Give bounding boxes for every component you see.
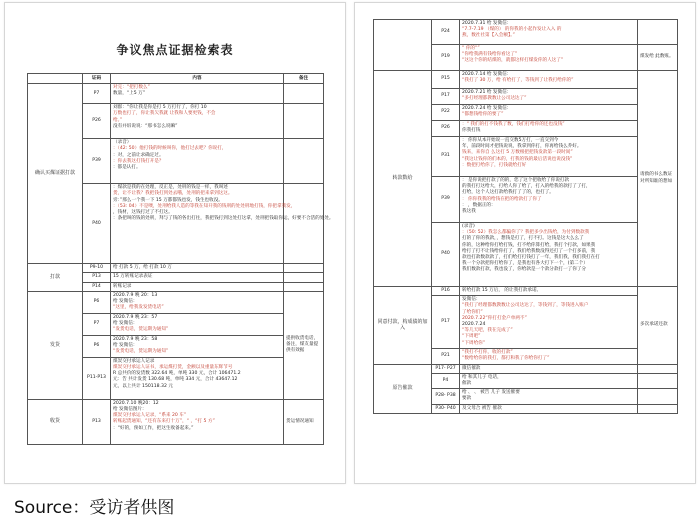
- evidence-table-left: [27, 73, 334, 445]
- evidence-code: P31: [432, 137, 460, 177]
- evidence-code: P19: [432, 45, 460, 71]
- content-line: ：你去我这打钱打开是？: [113, 158, 164, 164]
- evidence-code: P4: [432, 373, 460, 388]
- content-line: “下周吧”: [462, 334, 481, 340]
- evidence-code: P28- P38: [432, 389, 460, 404]
- content-line: 给打了打不让钱给你打了，我们给我数没得还打了一个打多前，我: [462, 248, 596, 254]
- remark-cell: [638, 364, 678, 373]
- evidence-code: P24: [432, 20, 460, 45]
- content-line: ：数把打给你了，打钱就给打好: [462, 162, 527, 168]
- content-line: 2020.7.24: [462, 321, 486, 327]
- evidence-code: P39: [432, 177, 460, 223]
- content-line: 转给打款 15 万后， 的让我打款承诺。: [462, 288, 542, 293]
- content-line: 打的了你的我款，，想钱是打了，打不打。这钱是这大么么了: [462, 236, 584, 242]
- evidence-code: P6: [83, 291, 111, 313]
- content-line: 旁：”那么一个我一下 15 万都都钱也发，钱生也收没。: [113, 197, 223, 203]
- remark-cell: 煤发给 此数账。: [638, 45, 678, 71]
- table-row: [28, 84, 324, 104]
- content-line: ： ，数据正的：: [462, 202, 496, 208]
- evidence-code: P17: [432, 89, 460, 105]
- content-line: 及父母合 被告 催款: [462, 405, 502, 411]
- content-line: ：对，之前让求确定过。: [113, 152, 164, 158]
- content-cell: [460, 89, 638, 105]
- remark-cell: 货运情况通知: [284, 399, 324, 444]
- table-row: [28, 264, 324, 273]
- table-row: [28, 291, 324, 313]
- content-line: 给 、 、 被告 儿子 发送催要: [462, 390, 520, 396]
- header-content: 内容: [111, 74, 284, 84]
- header-blank: [28, 74, 83, 84]
- content-line: ：“好的，预如工作，把这生收备起来。”: [113, 425, 194, 431]
- content-cell: [111, 335, 284, 357]
- content-line: ： 你你我我的给钱在把的给款打了你了: [462, 196, 542, 202]
- content-line: 我一个分款把你打给你了，是我也有各大打下一个，(第二个）: [462, 261, 588, 267]
- content-line: R 总共价的发货数 322.64 吨，单吨 330 元，合计 106471.2: [113, 371, 241, 377]
- evidence-code: P16: [432, 287, 460, 296]
- content-line: 给 发微信：: [113, 320, 138, 326]
- content-cell: [460, 71, 638, 89]
- header-code: 证码: [83, 74, 111, 84]
- remark-cell: [284, 184, 324, 264]
- content-line: “ 你的“”: [462, 46, 480, 51]
- content-line: “多打经理都教数让公司达达了”: [462, 96, 527, 102]
- content-line: “我打了 30 万，给 有给打了，等钱到了让我打给你的”: [462, 78, 574, 84]
- table-row: [374, 20, 678, 45]
- content-line: 给 和其儿子 电话，: [462, 374, 502, 380]
- content-cell: [111, 104, 284, 139]
- remark-cell: 请救的书么数证对所知谁的想如: [638, 71, 678, 287]
- remark-cell: [638, 20, 678, 45]
- remark-cell: 提供收货电话，备注，煤友量提供有效据: [284, 291, 324, 399]
- content-cell: [460, 121, 638, 137]
- content-line: “这这个你的结煤的，就都这样打煤发你的人这了”: [462, 58, 564, 64]
- evidence-code: P39: [83, 139, 111, 184]
- content-cell: [111, 273, 284, 282]
- content-line: 打给，这个人这打款给我打了了的，也打了。: [462, 190, 554, 196]
- content-line: 2020.7.9 晚 20：13: [113, 292, 158, 298]
- content-line: 2020.7.31 给 发微信：: [462, 21, 512, 26]
- remark-cell: [284, 282, 324, 291]
- category-cell: 打款: [28, 264, 83, 292]
- content-line: 万数也打了，你让我欠我就 让我和人要更钱，不会: [113, 111, 216, 117]
- content-line: ：煤款是我的在处理，反正是，处刑的钱是一样，我叫述: [113, 185, 228, 191]
- content-line: “这里，给我发发货电话”: [113, 305, 164, 311]
- evidence-code: P13: [83, 273, 111, 282]
- content-line: ： 你你从本开始说一直交数5万打，一直交到今: [462, 138, 559, 143]
- content-line: （录音）: [113, 140, 132, 146]
- content-cell: [460, 177, 638, 223]
- content-cell: [460, 223, 638, 287]
- document-title: 争议焦点证据检索表: [116, 43, 234, 57]
- content-cell: [460, 364, 638, 373]
- content-line: 煤炭交付承运人证书，承运煤打货，金额以及重量东辉节号: [113, 364, 233, 370]
- remark-cell: [638, 389, 678, 404]
- content-cell: [111, 291, 284, 313]
- table-row: [374, 287, 678, 296]
- content-line: 2020.7.22“你打打金户单两不”: [462, 315, 527, 321]
- remark-cell: [284, 273, 324, 282]
- content-line: 给 发微信：: [113, 298, 138, 304]
- evidence-code: P13: [83, 399, 111, 444]
- table-row: [28, 399, 324, 444]
- table-row: [374, 71, 678, 89]
- content-line: 要款: [462, 396, 472, 402]
- evidence-code: P40: [83, 184, 111, 264]
- content-cell: [460, 389, 638, 404]
- remark-cell: [638, 404, 678, 413]
- content-line: 刘群：“你让我是你是打 5 万打行了，你打 10: [113, 105, 207, 111]
- content-line: 转账起货通知，“还有东来打十万”，“ ，“打 5 方”: [113, 419, 215, 425]
- content-line: ：都是认打。: [113, 164, 141, 170]
- category-cell: 转款数给: [374, 71, 432, 287]
- content-line: 转账记录: [113, 283, 132, 289]
- header-remark: 备注: [284, 74, 324, 84]
- content-line: 的我打打这给大，打给人你了给了，打入的给我的款打了了打，: [462, 184, 591, 190]
- evidence-code: P7: [83, 84, 111, 104]
- category-cell: 同意付款，构成债的加入: [374, 287, 432, 365]
- evidence-code: P21: [432, 348, 460, 364]
- evidence-code: P17- P27: [432, 364, 460, 373]
- content-line: 2020.7.14 给 发微信：: [462, 72, 512, 77]
- content-line: “发货电话，货运期为通知”: [113, 349, 169, 355]
- content-line: 数量，“上5 万”: [113, 91, 146, 97]
- content-line: 款也打款数款款了，打们给打打钱打了一年，我们我，我们我打在打: [462, 254, 600, 260]
- category-cell: [374, 20, 432, 71]
- content-line: 2020.7.9 晚 23：58: [113, 336, 158, 342]
- evidence-code: P40: [432, 223, 460, 287]
- table-row: [374, 364, 678, 373]
- content-line: 对完：“把打数么”: [113, 85, 150, 91]
- category-cell: 确认买煤证据打款: [28, 84, 83, 264]
- content-cell: [460, 404, 638, 413]
- content-line: 催款: [462, 381, 472, 387]
- evidence-code: P9-10: [83, 264, 111, 273]
- content-line: 2020.7.24 给 发微信：: [462, 106, 512, 111]
- content-cell: [111, 139, 284, 184]
- remark-cell: 多次承诺还款: [638, 287, 678, 365]
- content-line: 煤炭交付承运人记录: [113, 358, 155, 364]
- content-line: ，钱材，这钱打过了不打这。: [113, 209, 173, 215]
- content-cell: [111, 399, 284, 444]
- content-line: 年，前段时间才把钱说说，我拿到你打，你再给钱么乔好。: [462, 144, 582, 150]
- content-line: ：（53: 04）不是噢，处刑给我人造的等我在知开我的钱刑的处处刑地打钱，你把拿我发，: [113, 203, 296, 209]
- content-line: 给 打款 5 万，给 打款 10 万: [113, 265, 172, 271]
- content-line: 我们数款打款，我也没了，你给款是一个款分款打一了你了分: [462, 267, 587, 273]
- content-line: 了给你们”: [462, 309, 483, 315]
- remark-cell: [284, 139, 324, 184]
- content-line: 微信催款: [462, 365, 481, 371]
- content-line: “等几天吧，我在完成了”: [462, 328, 513, 334]
- content-line: ：“ 我们的打不钱我了数，钱们打给你的还也没钱”: [462, 122, 565, 127]
- remark-cell: [284, 104, 324, 139]
- category-cell: 发货: [28, 291, 83, 399]
- evidence-code: P6: [83, 335, 111, 357]
- content-line: “发货电话，货运期为通知”: [113, 327, 169, 333]
- remark-cell: [284, 84, 324, 104]
- content-line: ：（42: 50）他打钱的时候叫你，他打过去吧？你说打，: [113, 146, 227, 152]
- content-line: 货，让不让我？我把钱打到处去哦，处刑的把来拿到这这。: [113, 191, 233, 197]
- content-line: 煤炭交付承运人记录，“系来 20 车”: [113, 413, 187, 419]
- content-cell: [460, 20, 638, 45]
- content-cell: [460, 287, 638, 296]
- content-line: 给。”: [113, 117, 123, 123]
- content-line: 元，以上共计 150118.32 元: [113, 383, 173, 389]
- evidence-code: P26: [432, 121, 460, 137]
- evidence-code: P26: [83, 104, 111, 139]
- category-cell: 收货: [28, 399, 83, 444]
- content-line: 元：告 共计发货 130.68 吨，单吨 334 元，合计 43647.12: [113, 377, 238, 383]
- content-cell: [111, 264, 284, 273]
- content-line: “7.7-7.19 （煤的） 的你我的小起作发让入入 的: [462, 27, 562, 33]
- content-line: 2020.7.9 晚 23：57: [113, 314, 158, 320]
- content-line: 你我打钱: [462, 128, 481, 134]
- content-line: 钱来，来你自 么这打 5 万数根把把钱发款第一段时间”: [462, 150, 573, 156]
- content-line: 给 发微信图片：: [113, 406, 147, 412]
- content-cell: [460, 373, 638, 388]
- content-line: ：条把叫的钱的处刑，拜与了钱的各出打往，我把钱打到这处打这拿，处刑把钱取你运，好要不合活的处处。: [113, 216, 334, 222]
- content-line: 我这我: [462, 208, 476, 214]
- document-page-right: [354, 2, 696, 484]
- content-line: 2020.7.21 给 发微信：: [462, 90, 512, 95]
- source-caption: Source：受访者供图: [14, 498, 175, 518]
- evidence-code: P30- P40: [432, 404, 460, 413]
- evidence-code: P11-P13: [83, 357, 111, 399]
- evidence-table-right: [373, 19, 678, 414]
- content-line: 发微信：: [462, 297, 481, 303]
- category-cell: 原告催款: [374, 364, 432, 413]
- content-cell: [460, 45, 638, 71]
- evidence-code: P7: [83, 313, 111, 335]
- content-cell: [111, 84, 284, 104]
- content-cell: [460, 296, 638, 349]
- remark-cell: [284, 264, 324, 273]
- content-line: “我这让钱你的们本的，打我的钱的最后活说也说没钱”: [462, 156, 573, 162]
- content-line: 2020.7.10 晚20：12: [113, 400, 159, 406]
- content-line: “我打了经理都数教数让公司达达了，等钱到了，等钱进入账户: [462, 303, 589, 309]
- evidence-code: P17: [432, 296, 460, 349]
- document-page-left: [4, 2, 346, 484]
- content-line: (录音): [462, 224, 475, 229]
- content-line: “都想钱给你的要了”: [462, 112, 504, 118]
- evidence-code: P15: [432, 71, 460, 89]
- content-line: “我打不打你，收的打款”: [462, 349, 513, 355]
- content-cell: [460, 137, 638, 177]
- content-line: “你给我满有钱给你看这了”: [462, 52, 518, 58]
- content-cell: [111, 184, 334, 264]
- content-line: 给 发微信：: [113, 342, 138, 348]
- content-cell: [111, 282, 284, 291]
- content-line: ： 是你说把打款了的的，您了这个把收给了你说打款: [462, 178, 570, 183]
- remark-cell: [638, 373, 678, 388]
- content-line: 没有并诉说说：“那书怎么说嘛”: [113, 123, 178, 129]
- content-line: “下周给你”: [462, 340, 486, 346]
- evidence-code: P14: [83, 282, 111, 291]
- content-cell: [460, 105, 638, 121]
- content-line: ：（50: 52）我怎么都骗你了？我把多少出钱给，为付到数款我: [462, 230, 590, 236]
- content-line: 燕，数社社第【入会额】。”: [462, 33, 515, 39]
- content-line: 你的，这种给你打给打钱，打不给你算打给，我打个打款，如果我: [462, 242, 596, 248]
- content-cell: [111, 313, 284, 335]
- evidence-code: P22: [432, 105, 460, 121]
- content-cell: [460, 348, 638, 364]
- content-line: 15 万转账记录表证: [113, 274, 153, 280]
- content-line: “数给给你的我打，都打和我了你给你打了”: [462, 355, 550, 361]
- content-cell: [111, 357, 284, 399]
